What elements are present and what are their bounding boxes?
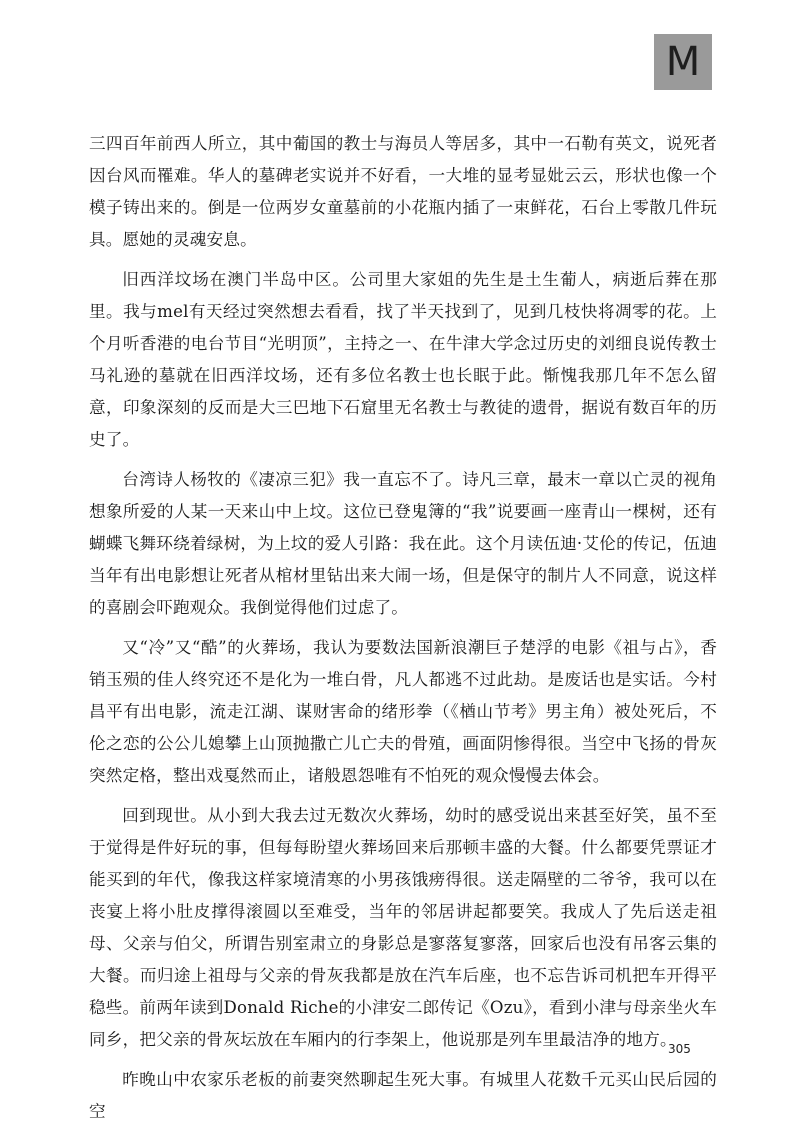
paragraph-yang-mu-poem: 台湾诗人杨牧的《凄凉三犯》我一直忘不了。诗凡三章，最末一章以亡灵的视角想象所爱的人某一天来山中上坟。这位已登鬼簿的“我”说要画一座青山一棵树，还有蝴蝶飞舞环绕着绿树，为上坟的爱人引路：我在此。这个月读伍迪·艾伦的传记，伍迪当年有出电影想让死者从棺材里钻出来大闹一场，但是保守的制片人不同意，说这样的喜剧会吓跑观众。我倒觉得他们过虑了。 — [89, 470, 717, 617]
paragraph-old-protestant-cemetery: 旧西洋坟场在澳门半岛中区。公司里大家姐的先生是土生葡人，病逝后葬在那里。我与mel有天经过突然想去看看，找了半天找到了，见到几枝快将凋零的花。上个月听香港的电台节目“光明顶”，主持之一、在牛津大学念过历史的刘细良说传教士马礼逊的墓就在旧西洋坟场，还有多位名教士也长眠于此。惭愧我那几年不怎么留意，印象深刻的反而是大三巴地下石窟里无名教士与教徒的遗骨，据说有数百年的历史了。 — [89, 270, 717, 449]
paragraph-crematorium-films: 又“冷”又“酷”的火葬场，我认为要数法国新浪潮巨子楚浮的电影《祖与占》，香销玉殒的佳人终究还不是化为一堆白骨，凡人都逃不过此劫。是废话也是实话。今村昌平有出电影，流走江湖、谋财害命的绪形拳（《楢山节考》男主角）被处死后，不伦之恋的公公儿媳攀上山顶抛撒亡儿亡夫的骨殖，画面阴惨得很。当空中飞扬的骨灰突然定格，整出戏戛然而止，诸般恩怨唯有不怕死的观众慢慢去体会。 — [89, 638, 717, 785]
paragraph-last-night: 昨晚山中农家乐老板的前妻突然聊起生死大事。有城里人花数千元买山民后园的空 — [89, 1070, 717, 1121]
section-letter: M — [665, 39, 701, 85]
paragraph-back-to-reality: 回到现世。从小到大我去过无数次火葬场，幼时的感受说出来甚至好笑，虽不至于觉得是件好玩的事，但每每盼望火葬场回来后那顿丰盛的大餐。什么都要凭票证才能买到的年代，像我这样家境清寒的小男孩饿痨得很。送走隔壁的二爷爷，我可以在丧宴上将小肚皮撑得滚圆以至难受，当年的邻居讲起都要笑。我成人了先后送走祖母、父亲与伯父，所谓告别室肃立的身影总是寥落复寥落，回家后也没有吊客云集的大餐。而归途上祖母与父亲的骨灰我都是放在汽车后座，也不忘告诉司机把车开得平稳些。前两年读到Donald Riche的小津安二郎传记《Ozu》，看到小津与母亲坐火车同乡，把父亲的骨灰坛放在车厢内的行李架上，他说那是列车里最洁净的地方。 — [89, 806, 717, 1049]
body-text — [89, 128, 717, 1136]
page-number: 305 — [668, 1042, 691, 1056]
section-letter-tab — [654, 34, 712, 90]
paragraph-continuation: 三四百年前西人所立，其中葡国的教士与海员人等居多，其中一石勒有英文，说死者因台风而罹难。华人的墓碑老实说并不好看，一大堆的显考显妣云云，形状也像一个模子铸出来的。倒是一位两岁女童墓前的小花瓶内插了一束鲜花，石台上零散几件玩具。愿她的灵魂安息。 — [89, 134, 717, 249]
